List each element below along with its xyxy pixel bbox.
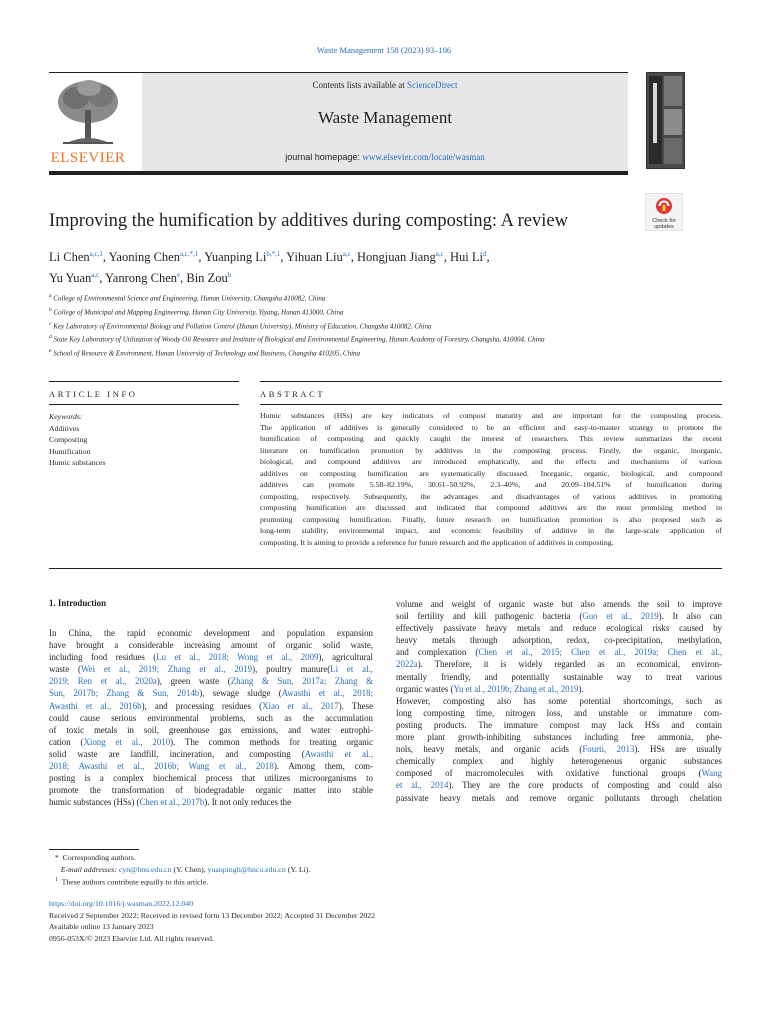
author[interactable] [204,250,286,264]
author-name[interactable]: Yanrong Chen [105,271,178,285]
keywords-label: Keywords: [49,412,83,421]
body-line [396,646,722,658]
author-separator: , [198,250,205,264]
body-line [396,792,722,804]
body-line [49,651,373,663]
citation-link[interactable]: Wang [701,768,722,779]
footnote-corresponding: * Corresponding authors. [49,853,136,862]
body-text: ), green waste ( [156,676,231,687]
abstract-text [260,410,722,548]
keyword[interactable]: Composting [49,435,88,444]
body-text: effectively passivate heavy metals and reduce ecological risks caused by [396,623,722,634]
author-separator: , [443,250,451,264]
citation-link[interactable]: Awasthi et al., 2016b [49,700,142,711]
author-affiliation-marks[interactable]: a,c,1 [89,250,103,258]
body-line [49,687,373,699]
body-text: ). These [338,700,374,711]
abstract-line: composting. It is aiming to provide a reference for future research and the application of additives in composting. [260,537,614,547]
journal-homepage-line [142,152,628,162]
check-for-updates-badge[interactable] [645,193,683,231]
abstract-line: The application of additives is generally considered to be an efficient and easy-to-master strategy to promote the [260,422,722,432]
email-owner-chen: (Y. Chen), [171,864,208,874]
publication-info [49,898,549,944]
body-text: ), and processing residues ( [141,700,263,711]
article-title: Improving the humification by additives during composting: A review [49,211,568,231]
body-text: ), agricultural [318,652,373,663]
citation-link[interactable]: Guo et al., 2019 [582,611,659,622]
affiliation-key: b [49,306,52,313]
body-text: nols, heavy metals, and organic acids ( [396,744,583,755]
footnotes [49,852,549,888]
body-text: ). It also can [658,611,722,622]
abstract-heading: ABSTRACT [260,389,326,399]
body-line [396,598,722,610]
author-name[interactable]: Li Chen [49,250,90,264]
homepage-link[interactable]: www.elsevier.com/locate/wasman [362,152,485,162]
affiliation-text: School of Resource & Environment, Hunan University of Technology and Business, Changsha 410205, China [53,349,361,358]
citation-link[interactable]: 2018; Awasthi et al., 2016b; Wang et al., 2018 [49,761,274,772]
citation-link[interactable]: Wei et al., 2019; Zhang et al., 2019 [81,664,253,675]
body-text: more plant growth-inhibiting substances including free ammonia, phe- [396,732,722,743]
affiliation-key: c [49,320,52,327]
copyright-line: 0956-053X/© 2023 Elsevier Ltd. All rights reserved. [49,933,214,943]
body-text: ). They are the core products of composting and could also [448,780,722,791]
sciencedirect-link[interactable]: ScienceDirect [407,80,458,90]
citation-link[interactable]: Awasthi et al., 2018; [281,688,373,699]
body-line [49,748,373,760]
body-text: volume and weight of organic waste but also amends the soil to improve [396,599,722,609]
body-text: ). HSs are usually [634,744,722,755]
body-line [49,796,373,808]
journal-name: Waste Management [317,108,453,127]
keywords-block [49,411,239,469]
corresponding-text: Corresponding authors. [62,853,136,862]
abstract-line: humification of composting and quickly caught the interest of researchers. This review summarizes the recent [260,434,722,443]
article-info-heading: ARTICLE INFO [49,389,138,399]
body-text: In China, the rapid economic development and population expansion [49,628,373,638]
citation-link[interactable]: Yu et al., 2019b; Zhang et al., 2019 [453,683,579,694]
citation-link[interactable]: Li et al., [330,664,373,675]
author-separator: , [280,250,287,264]
contents-prefix: Contents lists available at [312,80,407,90]
body-text: promote the transformation of biodegradable organic matter into stable [49,785,373,796]
badge-line-1: Check for [652,218,676,224]
abstract-bottom-rule [49,568,722,569]
author-name[interactable]: Yuanping Li [204,250,267,264]
author-list [49,245,689,287]
author-separator: , [350,250,357,264]
abstract-top-rule [260,381,722,382]
contents-line [142,80,628,90]
affiliation-text: State Key Laboratory of Utilization of Woody Oil Resource and Institute of Biological and Environmental Engineering, Hunan Academy of Forestry, Changsha, 410004, China [53,335,545,344]
abstract-mid-rule [260,404,722,405]
abstract-line: literature on humification promotion by additives in the composting process. Firstly, the organic, inorganic, [260,445,722,455]
body-text: ). Among them, com- [273,761,373,772]
affiliation-list [49,291,649,360]
abstract-line: additives can promote 5.58–82.19%, 30.61–50.92%, 2.3–40%, and 20.09–104.51% of humification during [260,480,722,489]
abstract-line: promoting composting humification. Finally, future research on humification promotion is also proposed such as [260,514,722,524]
body-text: ). Therefore, it is widely regarded as an economical, environ- [417,659,722,670]
body-line [396,695,722,707]
body-text: long composting time, nitrogen loss, and unstable or immature com- [396,707,722,718]
abstract-line: biological, and compound additives are introduced emphatically, and the effects and mechanisms of various [260,457,722,466]
citation-link[interactable]: Awasthi et al., [304,748,373,759]
citation-link[interactable]: Xiong et al., 2010 [83,736,171,747]
body-line [396,683,722,695]
affiliation-key: a [49,293,52,299]
body-text: have brought a considerable increasing amount of organic solid waste, [49,640,373,651]
body-line [49,760,373,772]
body-text: posting products. The immature compost may lack HSs and contain [396,719,722,730]
footnote-emails [49,864,549,876]
author[interactable] [357,250,450,264]
body-text: chemically complex and highly heterogeneous organic substances [396,756,722,767]
body-text: mentally friendly, and potentially sustainable way to treat various [396,671,722,682]
citation-link[interactable]: Fourti, 2013 [582,744,635,755]
keyword[interactable]: Humification [49,446,91,456]
body-line [49,772,373,784]
body-line [396,779,722,791]
badge-line-2: updates [654,224,674,230]
body-line [49,675,373,687]
body-line [396,731,722,743]
article-info-mid-rule [49,404,239,405]
body-line [49,784,373,796]
body-text: ). It not only reduces the [204,797,292,808]
body-text: ), poultry manure( [252,664,331,675]
body-line [396,743,722,755]
citation-link[interactable]: Lu et al., 2018; Wong et al., 2009 [156,652,319,663]
body-line [396,719,722,731]
author-name[interactable]: Hongjuan Jiang [356,250,436,264]
publisher-wordmark[interactable]: ELSEVIER [50,150,126,166]
author-affiliation-marks[interactable]: a,c [435,250,444,258]
equal-contribution-text: These authors contribute equally to this article. [61,877,209,887]
body-column-left [49,627,373,808]
body-text: humic substances (HSs) ( [49,797,140,808]
body-text: and complexation ( [396,647,479,658]
keyword[interactable]: Additives [49,423,80,433]
homepage-label: journal homepage: [285,152,363,162]
author-name[interactable]: Yu Yuan [49,271,92,285]
author-affiliation-marks[interactable]: a,c [91,271,100,279]
author-name[interactable]: Hui Li [450,250,483,264]
body-text: However, composting also has some potential shortcomings, such as [396,695,722,706]
body-text: ). The common methods for treating organic [170,736,374,747]
body-text: of toxic metals in soil, greenhouse gas emissions, and water eutrophi- [49,724,373,735]
body-line [396,622,722,634]
body-text: composed of macromolecules with oxidative functional groups ( [396,768,702,779]
body-line [396,755,722,767]
body-line [49,700,373,712]
keyword-list [49,423,239,469]
abstract-line: composting, respectively. Subsequently, the advantages and disadvantages of various additives in promoting [260,491,722,501]
author-affiliation-marks[interactable]: d [483,250,487,258]
citation-link[interactable]: Sun, 2017b; Zhang & Sun, 2014b [49,688,200,699]
body-line [49,724,373,736]
affiliation-text: College of Municipal and Mapping Engineering, Hunan City University, Yiyang, Hunan 413000, China [53,308,344,317]
affiliation-key: d [49,334,52,341]
author[interactable] [105,271,186,285]
doi-link[interactable]: https://doi.org/10.1016/j.wasman.2022.12.040 [49,899,194,908]
body-text: organic wastes ( [396,683,454,694]
masthead-bottom-rule [49,171,628,175]
online-date: Available online 13 January 2023 [49,922,154,931]
author-affiliation-marks[interactable]: b [227,271,232,279]
abstract-line: long-term stability, environmental impact, and economic feasibility of additive in the large-scale application of [260,526,722,535]
footnote-equal-contribution: $^1$ These authors contribute equally to this article. [54,877,209,887]
citation-link[interactable]: et al., 2014 [396,780,449,791]
body-text: heavy metals through adsorption, redox, co-precipitation, methylation, [396,635,722,646]
body-text: could cause serious environmental problems, such as the accumulation [49,712,373,723]
body-text: ), sewage sludge ( [199,688,282,699]
body-text: passivate heavy metals and remove organic pollutants through chelation [396,792,722,803]
author[interactable] [286,250,357,264]
author[interactable] [109,250,205,264]
author-separator: , [180,271,187,285]
footnote-rule [49,849,139,850]
email-owner-li: (Y. Li). [285,864,311,874]
author[interactable] [49,271,105,285]
author-affiliation-marks[interactable]: a,c [342,250,351,258]
affiliation-text: Key Laboratory of Environmental Biology and Pollution Control (Hunan University), Ministry of Education, Changsha 410082, China [53,321,432,330]
citation-link[interactable]: Xiao et al., 2017 [262,700,339,711]
body-line [49,712,373,724]
body-text: including food residues ( [49,652,157,663]
citation-link[interactable]: Zhang & Sun, 2017a; Zhang & [230,676,374,687]
received-dates: Received 2 September 2022; Received in revised form 13 December 2022; Accepted 31 December 2022 [49,910,376,920]
body-line [49,736,373,748]
author-affiliation-marks[interactable]: e [177,271,181,279]
body-line [396,671,722,683]
body-line [396,767,722,779]
author-separator: , [99,271,106,285]
abstract-line: composting humification are discussed and indicated that compound additives are the most promising method in [260,503,722,512]
author-affiliation-marks[interactable]: b,*,1 [266,250,281,258]
author-separator: , [486,250,490,264]
email-link-chen[interactable]: cyn@hnu.edu.cn [118,864,172,874]
journal-cover-thumbnail[interactable] [646,72,685,169]
body-line [396,658,722,670]
author[interactable] [186,271,231,285]
affiliation [49,305,649,319]
affiliation [49,346,649,360]
article-info-top-rule [49,381,239,382]
author[interactable] [450,250,490,264]
body-text: waste ( [49,664,82,675]
body-line [49,663,373,675]
email-link-li[interactable]: yuanpingli@hncu.edu.cn [207,864,286,874]
affiliation-text: College of Environmental Science and Engineering, Hunan University, Changsha 410082, China [53,294,326,303]
body-text: soil fertility and kill pathogenic bacteria ( [396,611,583,622]
body-line [396,610,722,622]
author-name[interactable]: Bin Zou [186,271,228,285]
author-separator: , [102,250,109,264]
body-line [396,707,722,719]
journal-reference[interactable]: Waste Management 158 (2023) 93–106 [316,45,452,55]
affiliation [49,319,649,333]
affiliation [49,332,649,346]
body-text: solid waste are landfill, incineration, and composting ( [49,748,305,759]
citation-link[interactable]: Chen et al., 2017b [139,797,205,808]
author-name[interactable]: Yihuan Liu [286,250,343,264]
section-heading-introduction: 1. Introduction [49,598,107,608]
body-column-right [396,598,722,804]
author-name[interactable]: Yaoning Chen [108,250,180,264]
citation-link[interactable]: 2019; Ren et al., 2020a [49,676,157,687]
citation-link[interactable]: Chen et al., 2015; Chen et al., 2019a; Chen et al., [478,647,722,658]
affiliation [49,291,649,305]
body-line [49,639,373,651]
author[interactable] [49,250,109,264]
abstract-line: Humic substances (HSs) are key indicators of compost maturity and are important for the composting process. [260,411,722,420]
body-text: posting is a complex biochemical process that utilizes microorganisms to [49,773,373,784]
author-affiliation-marks[interactable]: a,c,*,1 [179,250,199,258]
body-line [396,634,722,646]
affiliation-key: e [49,348,52,355]
abstract-line: additives on composting humification are systematically discussed. Inorganic, organic, biological, and compound [260,468,722,478]
email-label: E-mail addresses: [60,864,117,874]
body-line [49,627,373,639]
keyword[interactable]: Humic substances [49,458,106,467]
citation-link[interactable]: 2022a [396,659,418,670]
body-text: cation ( [49,736,84,747]
body-text: ). [578,683,584,694]
